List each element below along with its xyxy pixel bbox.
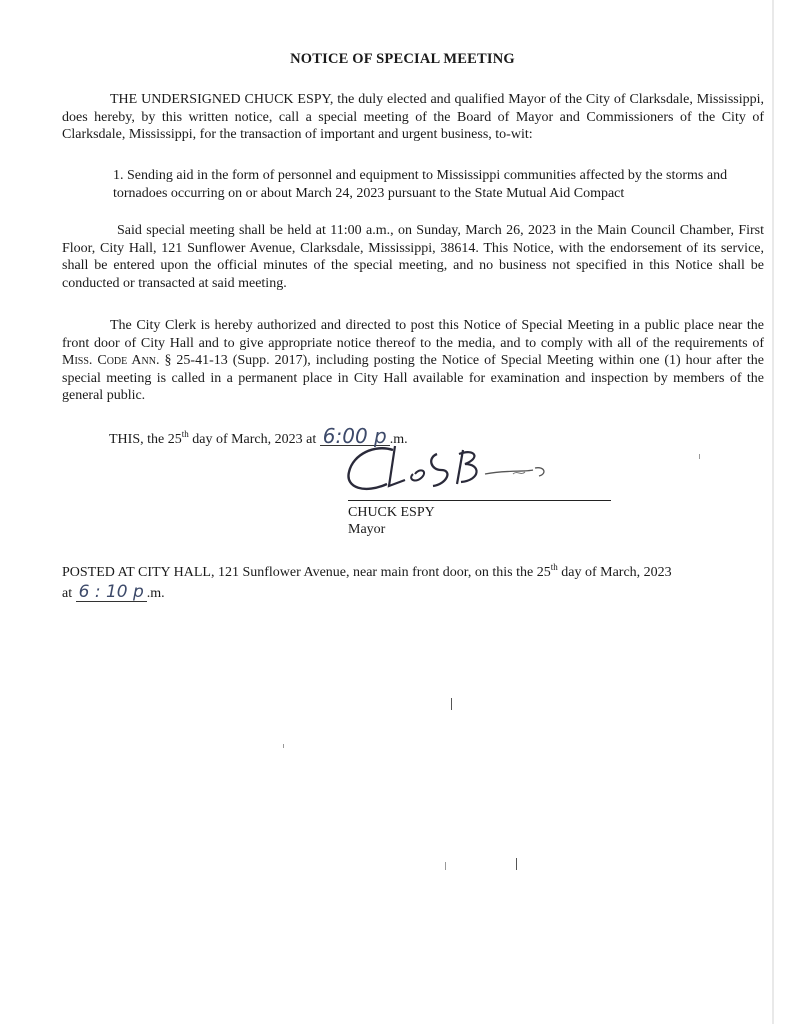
scan-speck	[445, 862, 446, 870]
dateline-middle: day of March, 2023 at	[188, 432, 320, 447]
dateline-end: .m.	[389, 432, 408, 447]
meeting-details-paragraph: Said special meeting shall be held at 11:00 a.m., on Sunday, March 26, 2023 in the Main Council Chamber, First Floor, City Hall, 121 Sunflower Avenue, Clarksdale, Mississippi, 38614. This Notice, with the endorsement of its service, shall be entered upon the official minutes of the special meeting, and no business not specified in this Notice shall be conducted or transacted at said meeting.	[62, 223, 764, 291]
scan-edge	[772, 0, 774, 1024]
signature-line	[348, 500, 611, 501]
clerk-instructions-paragraph	[62, 317, 764, 405]
signatory-name: CHUCK ESPY	[348, 505, 435, 520]
clerk-text-after: § 25-41-13 (Supp. 2017), including posting the Notice of Special Meeting within one (1) hour after the special meeting is called in a permanent place in City Hall available for examination and inspection by members of the general public.	[62, 353, 765, 404]
scan-speck	[283, 744, 284, 748]
statute-citation: Miss. Code Ann.	[62, 353, 160, 369]
scan-speck	[699, 454, 700, 459]
document-title: NOTICE OF SPECIAL MEETING	[290, 51, 515, 67]
posting-at: at	[62, 586, 76, 601]
posting-ordinal: th	[550, 562, 558, 572]
clerk-text-before: The City Clerk is hereby authorized and directed to post this Notice of Special Meeting in a public place near the front door of City Hall and to give appropriate notice thereof to the media, and to comply with all of the requirements of	[62, 318, 764, 351]
mayor-signature	[335, 440, 620, 502]
signatory-title: Mayor	[348, 522, 386, 537]
posting-line-2	[62, 583, 772, 604]
agenda-item-1: 1. Sending aid in the form of personnel and equipment to Mississippi communities affected by the storms and tornadoes occurring on or about March 24, 2023 pursuant to the State Mutual Aid Compact	[113, 168, 728, 201]
posting-end: .m.	[146, 586, 165, 601]
scan-speck	[451, 698, 452, 710]
posting-certificate	[62, 557, 772, 604]
dateline-ordinal: th	[181, 429, 189, 439]
dateline-prefix: THIS, the 25	[109, 432, 182, 447]
scan-speck	[516, 858, 517, 870]
posting-date: day of March, 2023	[557, 565, 672, 580]
posting-text: POSTED AT CITY HALL, 121 Sunflower Avenue, near main front door, on this the 25	[62, 565, 551, 580]
handwritten-signing-time: 6:00 p	[320, 427, 390, 446]
signatory-block	[348, 504, 435, 538]
posting-line-1	[62, 557, 772, 583]
opening-paragraph: THE UNDERSIGNED CHUCK ESPY, the duly elected and qualified Mayor of the City of Clarksdale, Mississippi, does hereby, by this written notice, call a special meeting of the Board of Mayor and Commissioners of the City of Clarksdale, Mississippi, for the transaction of important and urgent business, to-wit:	[62, 92, 764, 143]
handwritten-posting-time: 6 : 10 p	[76, 583, 147, 602]
